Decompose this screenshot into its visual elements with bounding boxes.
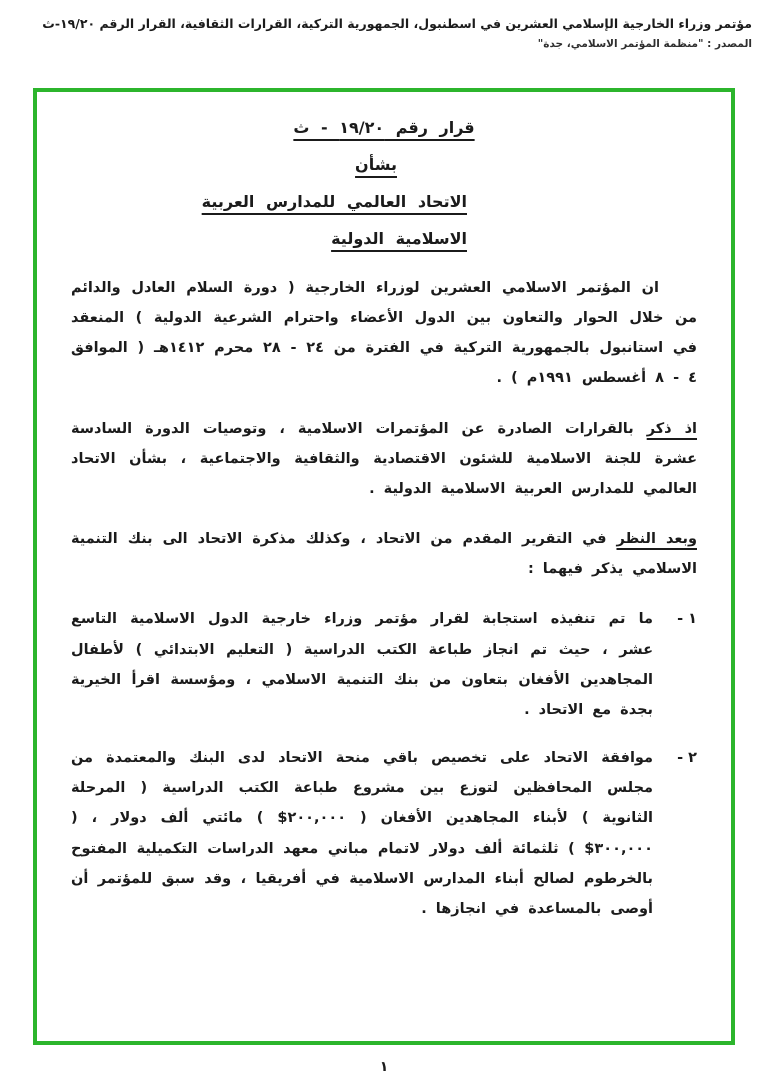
resolution-subject-word: بشأن xyxy=(355,155,397,174)
recall-paragraph-rest: بالقرارات الصادرة عن المؤتمرات الاسلامية ، وتوصيات الدورة السادسة عشرة للجنة الاسلامية للشئون الاقتصادية والثقافية والاجتماعية ، بشأن الاتحاد العالمي للمدارس العربية الاسلامية الدولية . xyxy=(71,420,697,497)
resolution-title-block xyxy=(71,116,697,251)
preamble-paragraph: ان المؤتمر الاسلامي العشرين لوزراء الخارجية ( دورة السلام العادل والدائم من خلال الحوار والتعاون بين الدول الأعضاء واحترام الشرعية الدولية ) المنعقد في استانبول بالجمهورية التركية في الفترة من ٢٤ - ٢٨ محرم ١٤١٢هـ ( الموافق ٤ - ٨ أغسطس ١٩٩١م ) . xyxy=(71,280,698,387)
list-item xyxy=(71,604,697,725)
list-item-text: موافقة الاتحاد على تخصيص باقي منحة الاتحاد لدى البنك والمعتمدة من مجلس المحافظين لتوزع بين مشروع طباعة الكتب الدراسية ( المرحلة الثانوية ) لأبناء المجاهدين الأفغان ( ٢٠٠,٠٠٠$ ) مائتي ألف دولار ، ( ٣٠٠,٠٠٠$ ) ثلثمائة ألف دولار لاتمام مباني معهد الدراسات التكميلية المفتوح بالخرطوم لصالح أبناء المدارس الاسلامية في أفريقيا ، وقد سبق للمؤتمر أن أوصى بالمساعدة في انجازها . xyxy=(71,750,653,917)
resolution-subject-line1: الاتحاد العالمي للمدارس العربية xyxy=(201,192,467,211)
recall-paragraph-lead: اذ ذكر xyxy=(646,420,698,437)
consideration-paragraph-rest: في التقرير المقدم من الاتحاد ، وكذلك مذكرة الاتحاد الى بنك التنمية الاسلامي يذكر فيهما : xyxy=(71,531,697,578)
document-source-line: المصدر : "منظمة المؤتمر الاسلامي، جدة" xyxy=(537,38,752,50)
list-item-text: ما تم تنفيذه استجابة لقرار مؤتمر وزراء خارجية الدول الاسلامية التاسع عشر ، حيث تم انجاز طباعة الكتب الدراسية ( التعليم الابتدائي ) لأطفال المجاهدين الأفغان بتعاون من بنك التنمية الاسلامي ، ومؤسسة اقرأ الخيرية بجدة مع الاتحاد . xyxy=(71,611,653,718)
page-number: ١ xyxy=(379,1059,389,1075)
list-item-number: ٢ - xyxy=(677,750,697,767)
recall-paragraph xyxy=(71,414,697,504)
list-item-number: ١ - xyxy=(677,611,697,628)
consideration-paragraph-lead: وبعد النظر xyxy=(616,531,697,548)
resolution-number-title: قرار رقم ١٩/٢٠ - ث xyxy=(293,118,475,137)
list-item xyxy=(71,743,697,924)
document-header-title: مؤتمر وزراء الخارجية الإسلامي العشرين في اسطنبول، الجمهورية التركية، القرارات الثقافية، القرار الرقم ١٩/٢٠-ث xyxy=(42,16,752,31)
consideration-paragraph xyxy=(71,524,697,584)
document-header xyxy=(0,0,768,50)
document-border-frame xyxy=(33,88,735,1045)
resolution-subject-line2: الاسلامية الدولية xyxy=(331,229,467,248)
